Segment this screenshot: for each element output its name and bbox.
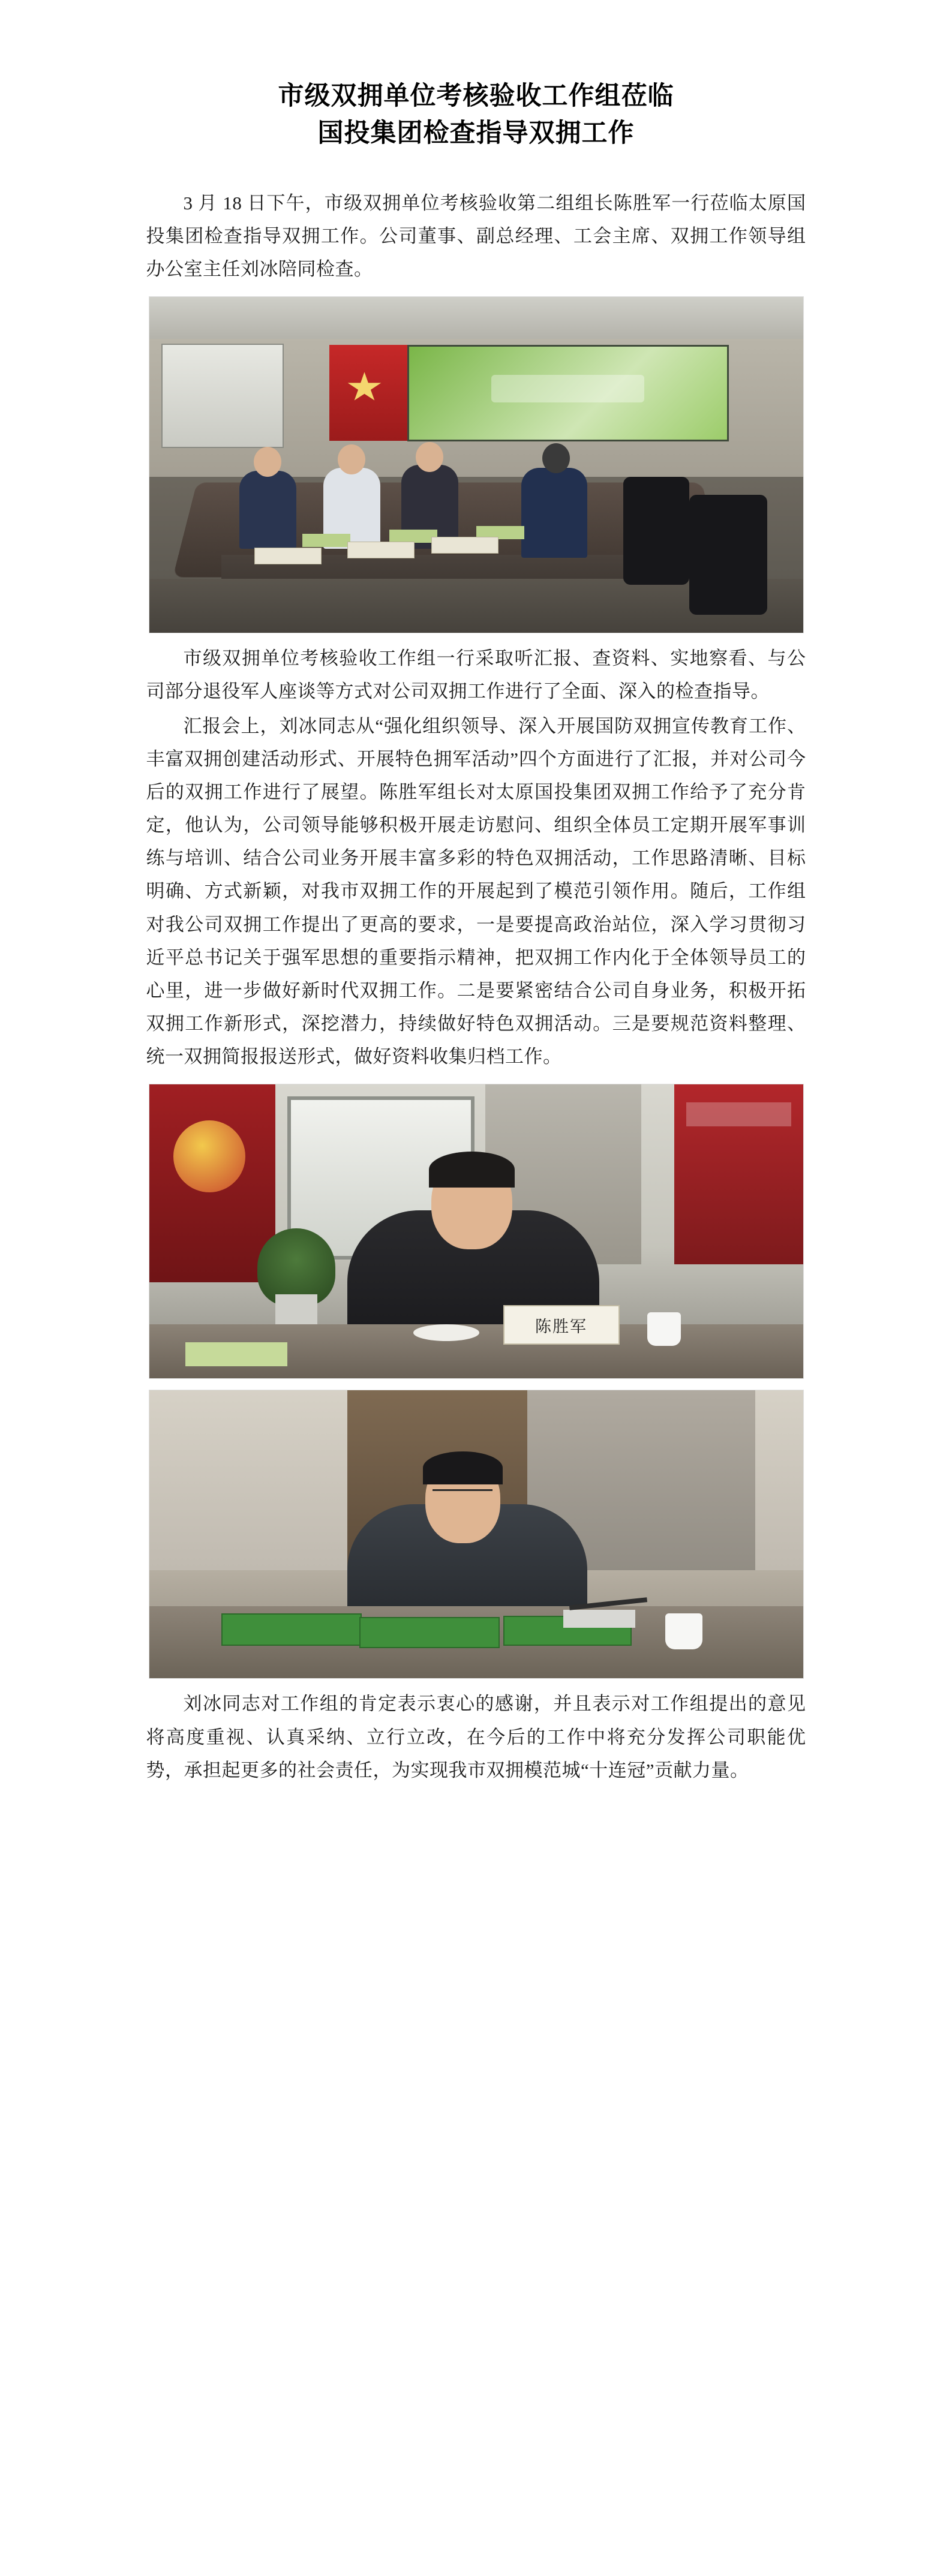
paragraph-2: 市级双拥单位考核验收工作组一行采取听汇报、查资料、实地察看、与公司部分退役军人座谈等方式对公司双拥工作进行了全面、深入的检查指导。 bbox=[146, 648, 806, 702]
paragraph-4: 刘冰同志对工作组的肯定表示衷心的感谢，并且表示对工作组提出的意见将高度重视、认真采纳、立行立改，在今后的工作中将充分发挥公司职能优势，承担起更多的社会责任，为实现我市双拥模范城“十连冠”贡献力量。 bbox=[146, 1693, 806, 1781]
person-1 bbox=[239, 471, 296, 549]
desk-pad bbox=[185, 1342, 287, 1366]
person-2-head bbox=[338, 444, 365, 474]
paragraph-1: 3 月 18 日下午，市级双拥单位考核验收第二组组长陈胜军一行莅临太原国投集团检查指导双拥工作。公司董事、副总经理、工会主席、双拥工作领导组办公室主任刘冰陪同检查。 bbox=[146, 192, 806, 280]
page-title bbox=[146, 78, 806, 153]
chair-2 bbox=[689, 495, 767, 615]
nameplate-3 bbox=[431, 537, 498, 554]
projection-screen bbox=[407, 345, 729, 441]
party-flag-icon bbox=[329, 345, 407, 441]
desk-pad-2 bbox=[389, 530, 437, 543]
figure-3-frame bbox=[149, 1390, 804, 1679]
nameplate-1 bbox=[254, 548, 322, 564]
speaker-photo bbox=[149, 1084, 803, 1378]
nameplate: 陈胜军 bbox=[503, 1305, 620, 1345]
figure-1 bbox=[146, 296, 806, 633]
tea-cup bbox=[665, 1613, 702, 1649]
red-banner-left bbox=[149, 1084, 275, 1282]
meeting-room-photo bbox=[149, 297, 803, 633]
figure-1-frame bbox=[149, 296, 804, 633]
chair-1 bbox=[623, 477, 689, 585]
ceiling bbox=[149, 297, 803, 339]
paragraph-3: 汇报会上，刘冰同志从“强化组织领导、深入开展国防双拥宣传教育工作、丰富双拥创建活动形式、开展特色拥军活动”四个方面进行了汇报，并对公司今后的双拥工作进行了展望。陈胜军组长对太原国投集团双拥工作给予了充分肯定，他认为，公司领导能够积极开展走访慰问、组织全体员工定期开展军事训练与培训、结合公司业务开展丰富多彩的特色双拥活动，工作思路清晰、目标明确、方式新颖，对我市双拥工作的开展起到了模范引领作用。随后，工作组对我公司双拥工作提出了更高的要求，一是要提高政治站位，深入学习贯彻习近平总书记关于强军思想的重要指示精神，把双拥工作内化于全体领导员工的心里，进一步做好新时代双拥工作。二是要紧密结合公司自身业务，积极开拓双拥工作新形式，深挖潜力，持续做好特色双拥活动。三是要规范资料整理、统一双拥简报报送形式，做好资料收集归档工作。 bbox=[146, 715, 806, 1068]
speaker-hair bbox=[429, 1152, 515, 1188]
figure-2-frame bbox=[149, 1084, 804, 1379]
glasses-icon bbox=[433, 1489, 492, 1502]
desk-pad-1 bbox=[302, 534, 350, 547]
figure-3 bbox=[146, 1390, 806, 1679]
article-body bbox=[146, 187, 806, 1787]
figure-2 bbox=[146, 1084, 806, 1379]
person-hair bbox=[423, 1451, 503, 1484]
red-banner-right bbox=[674, 1084, 803, 1264]
phone bbox=[563, 1610, 635, 1628]
tea-cup bbox=[647, 1312, 681, 1346]
person-3-head bbox=[416, 442, 443, 472]
nameplate-2 bbox=[347, 542, 415, 558]
page-title-line-2: 国投集团检查指导双拥工作 bbox=[317, 119, 635, 148]
person-1-head bbox=[254, 447, 281, 477]
desk-photo bbox=[149, 1390, 803, 1678]
person-4 bbox=[521, 468, 587, 558]
green-folder-2 bbox=[359, 1617, 500, 1648]
person-4-head bbox=[542, 443, 570, 473]
green-folder-1 bbox=[221, 1613, 362, 1646]
plant-pot bbox=[275, 1294, 317, 1327]
window bbox=[161, 344, 284, 448]
page-title-line-1: 市级双拥单位考核验收工作组莅临 bbox=[278, 82, 674, 110]
article-content bbox=[146, 0, 806, 1787]
